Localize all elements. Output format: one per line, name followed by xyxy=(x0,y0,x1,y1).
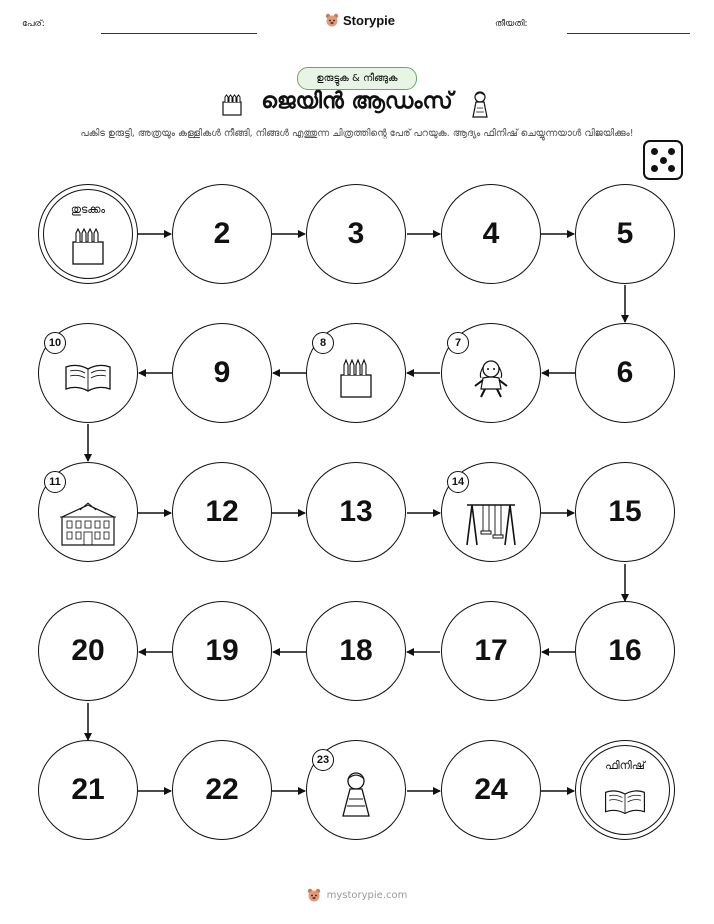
bear-icon xyxy=(307,888,321,903)
space-badge: 23 xyxy=(312,749,334,771)
activity-pill: ഉരുട്ടുക & നീങ്ങുക xyxy=(297,67,417,90)
board-space-22[interactable] xyxy=(172,740,272,840)
space-number: 18 xyxy=(339,634,373,667)
space-number: 4 xyxy=(482,217,500,250)
footer-url[interactable]: mystorypie.com xyxy=(326,890,408,901)
board-space-24[interactable] xyxy=(441,740,541,840)
space-badge: 14 xyxy=(447,471,469,493)
space-badge: 8 xyxy=(312,332,334,354)
crayon-box-icon xyxy=(68,226,108,266)
board-space-3[interactable] xyxy=(306,184,406,284)
space-number: 3 xyxy=(347,217,365,250)
instructions: പകിട ഉരുട്ടി, അത്രയും കള്ളികൾ നീങ്ങി, നിങ്ങൾ എത്തുന്ന ചിത്രത്തിന്റെ പേര് പറയുക. ആദ്യം ഫിനിഷ് ചെയ്യുന്നയാൾ വിജയിക്കും! xyxy=(80,128,634,139)
board-space-15[interactable] xyxy=(575,462,675,562)
space-number: 24 xyxy=(474,773,508,806)
space-badge: 7 xyxy=(447,332,469,354)
date-label: തീയതി: xyxy=(495,19,528,29)
rag-doll-icon xyxy=(469,356,513,400)
board-space-23[interactable] xyxy=(306,740,406,840)
page-title: ജെയിൻ ആഡംസ് xyxy=(261,89,453,114)
board-space-2[interactable] xyxy=(172,184,272,284)
board-space-4[interactable] xyxy=(441,184,541,284)
crayon-box-icon xyxy=(336,357,376,399)
space-number: 6 xyxy=(616,356,634,389)
board-space-18[interactable] xyxy=(306,601,406,701)
board-space-16[interactable] xyxy=(575,601,675,701)
space-number: 12 xyxy=(205,495,239,528)
space-number: 22 xyxy=(205,773,239,806)
board-space-10[interactable] xyxy=(38,323,138,423)
open-book-icon xyxy=(63,361,113,395)
space-number: 20 xyxy=(71,634,105,667)
name-label: പേര്: xyxy=(22,19,45,29)
board-space-11[interactable] xyxy=(38,462,138,562)
board-space-13[interactable] xyxy=(306,462,406,562)
space-number: 15 xyxy=(608,495,642,528)
board-space-5[interactable] xyxy=(575,184,675,284)
space-number: 5 xyxy=(616,217,634,250)
open-book-icon xyxy=(602,787,648,817)
hull-house-building-icon xyxy=(58,501,118,547)
finish-label: ഫിനിഷ് xyxy=(605,759,645,772)
footer xyxy=(0,888,714,903)
space-number: 9 xyxy=(213,356,231,389)
board-space-20[interactable] xyxy=(38,601,138,701)
space-number: 13 xyxy=(339,495,373,528)
board-space-6[interactable] xyxy=(575,323,675,423)
space-number: 2 xyxy=(213,217,231,250)
start-label: തുടക്കം xyxy=(70,203,106,216)
board-space-7[interactable] xyxy=(441,323,541,423)
swing-set-icon xyxy=(464,501,518,547)
board-space-17[interactable] xyxy=(441,601,541,701)
space-badge: 11 xyxy=(44,471,66,493)
space-number: 19 xyxy=(205,634,239,667)
board-space-14[interactable] xyxy=(441,462,541,562)
space-badge: 10 xyxy=(44,332,66,354)
space-number: 16 xyxy=(608,634,642,667)
board-space-9[interactable] xyxy=(172,323,272,423)
board-space-21[interactable] xyxy=(38,740,138,840)
board-space-start[interactable] xyxy=(38,184,138,284)
board-space-8[interactable] xyxy=(306,323,406,423)
doll-icon xyxy=(339,770,373,820)
board-space-12[interactable] xyxy=(172,462,272,562)
space-number: 17 xyxy=(474,634,508,667)
brand-name: Storypie xyxy=(343,13,396,28)
space-number: 21 xyxy=(71,773,105,806)
board-space-finish[interactable] xyxy=(575,740,675,840)
board-space-19[interactable] xyxy=(172,601,272,701)
